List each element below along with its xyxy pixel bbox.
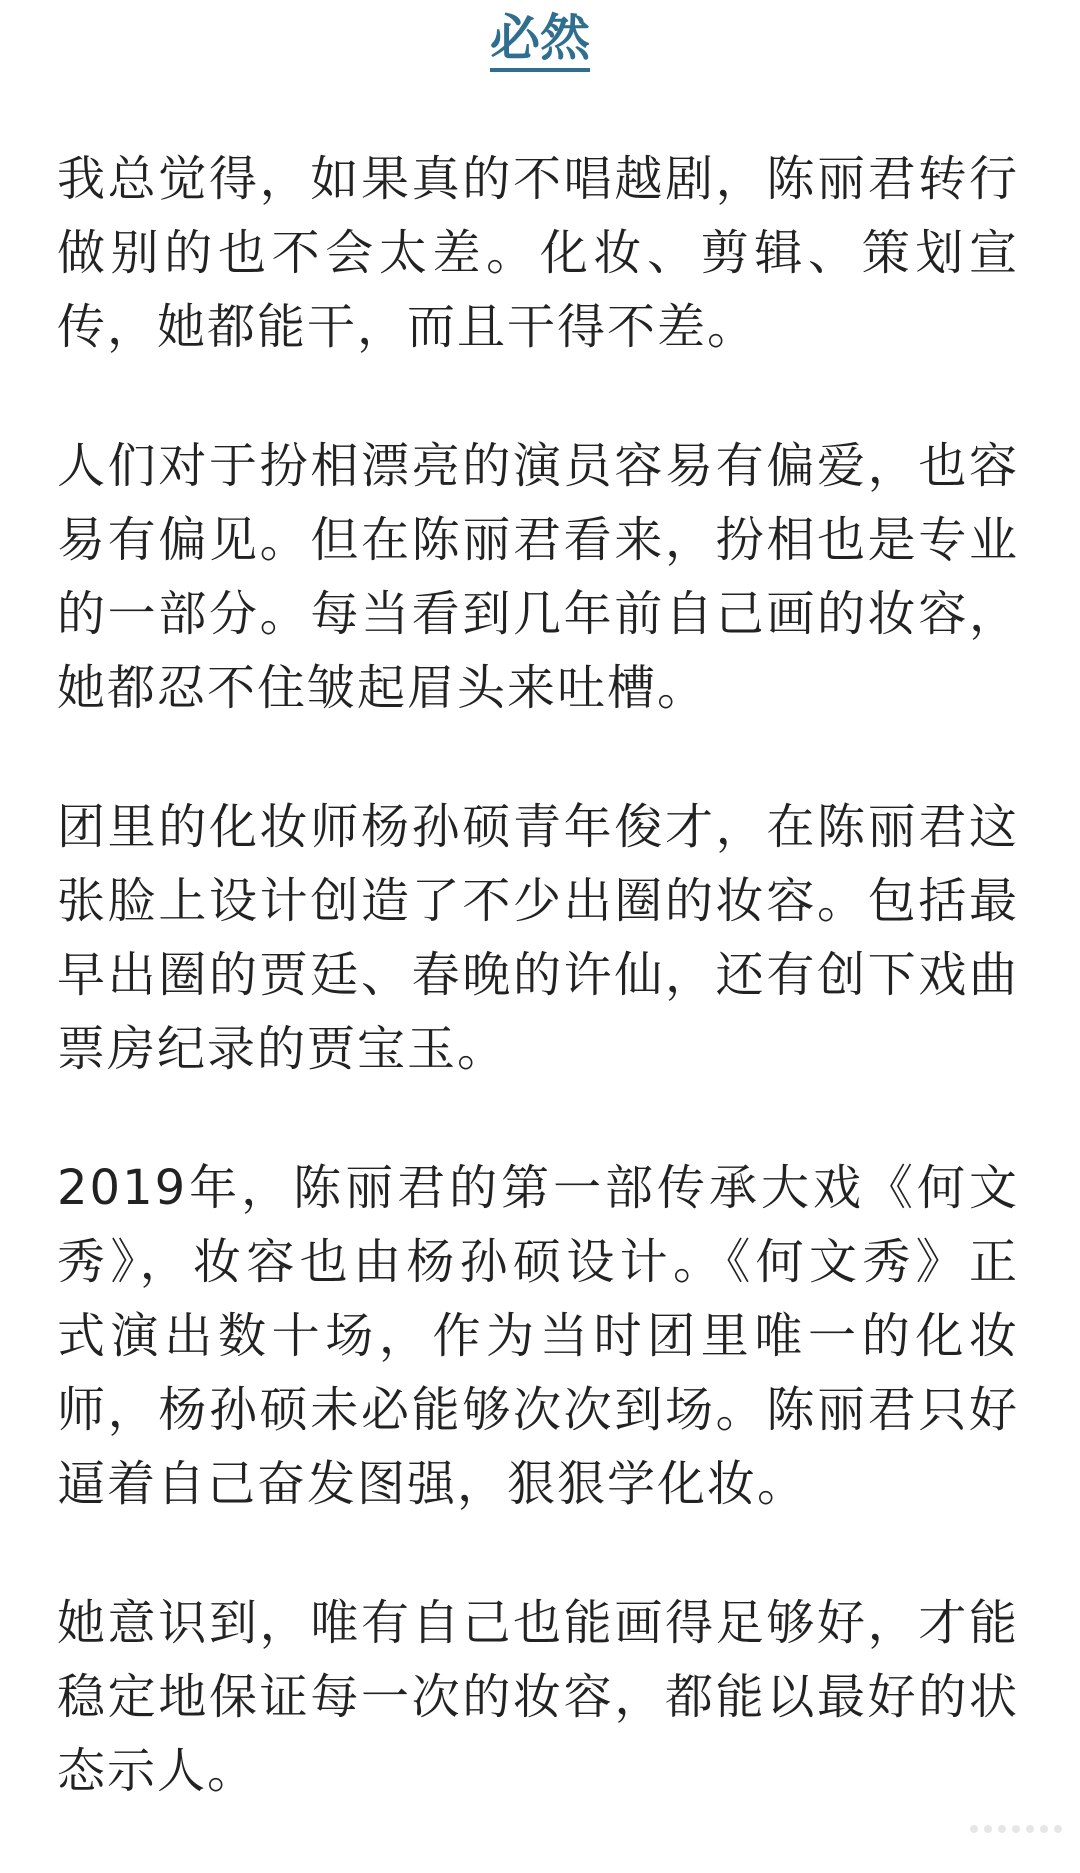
paragraph-line: 她都忍不住皱起眉头来吐槽。: [57, 660, 708, 716]
watermark-dot: [1040, 1825, 1048, 1833]
paragraph-line: 她意识到，唯有自己也能画得足够好，才能: [57, 1595, 1019, 1651]
watermark-dot: [970, 1825, 978, 1833]
watermark-dot: [1012, 1825, 1020, 1833]
paragraph-line: 早出圈的贾廷、春晚的许仙，还有创下戏曲: [57, 947, 1019, 1003]
paragraph-line: 易有偏见。但在陈丽君看来，扮相也是专业: [57, 512, 1019, 568]
paragraph-line: 张脸上设计创造了不少出圈的妆容。包括最: [57, 873, 1019, 929]
paragraph-1: [57, 142, 1027, 364]
paragraph-line: 票房纪录的贾宝玉。: [57, 1021, 508, 1077]
paragraph-line: 传，她都能干，而且干得不差。: [57, 299, 758, 355]
watermark-dot: [1026, 1825, 1034, 1833]
paragraph-line: 秀》，妆容也由杨孙硕设计。《何文秀》正: [57, 1234, 1019, 1290]
paragraph-5: [57, 1586, 1027, 1808]
paragraph-line: 我总觉得，如果真的不唱越剧，陈丽君转行: [57, 151, 1019, 207]
watermark-dots: [970, 1825, 1062, 1833]
paragraph-line: 2019年，陈丽君的第一部传承大戏《何文: [57, 1160, 1019, 1216]
paragraph-line: 做别的也不会太差。化妆、剪辑、策划宣: [57, 225, 1019, 281]
article-body: [57, 142, 1027, 1873]
paragraph-3: [57, 790, 1027, 1086]
watermark-dot: [984, 1825, 992, 1833]
paragraph-line: 师，杨孙硕未必能够次次到场。陈丽君只好: [57, 1382, 1019, 1438]
paragraph-line: 式演出数十场，作为当时团里唯一的化妆: [57, 1308, 1019, 1364]
paragraph-line: 稳定地保证每一次的妆容，都能以最好的状: [57, 1669, 1019, 1725]
paragraph-line: 团里的化妆师杨孙硕青年俊才，在陈丽君这: [57, 799, 1019, 855]
paragraph-line: 态示人。: [57, 1743, 258, 1799]
watermark-dot: [1054, 1825, 1062, 1833]
paragraph-line: 逼着自己奋发图强，狠狠学化妆。: [57, 1456, 808, 1512]
paragraph-line: 的一部分。每当看到几年前自己画的妆容，: [57, 586, 1019, 642]
watermark-dot: [998, 1825, 1006, 1833]
section-title: [0, 0, 1080, 76]
section-title-text[interactable]: 必然: [490, 8, 590, 72]
paragraph-2: [57, 429, 1027, 725]
paragraph-line: 人们对于扮相漂亮的演员容易有偏爱，也容: [57, 438, 1019, 494]
paragraph-4: [57, 1151, 1027, 1521]
